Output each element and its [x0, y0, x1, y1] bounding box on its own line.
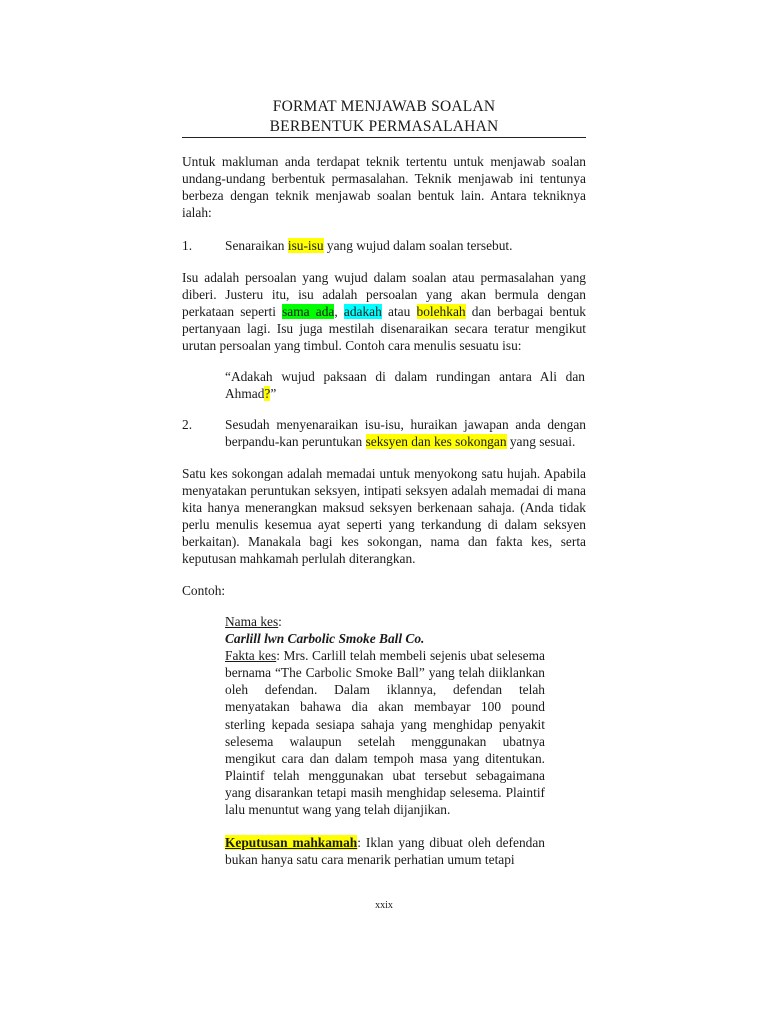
step-2-text: Sesudah menyenaraikan isu-isu, huraikan jawapan anda dengan berpandu-kan peruntukan seksyen dan kes sokongan yang sesuai. — [225, 417, 586, 450]
title-line-1: FORMAT MENJAWAB SOALAN — [272, 98, 496, 115]
title-line-2: BERBENTUK PERMASALAHAN — [269, 118, 499, 135]
document-title — [182, 97, 586, 137]
keputusan-mahkamah: Keputusan mahkamah: Iklan yang dibuat oleh defendan bukan hanya satu cara menarik perhatian umum tetapi — [225, 835, 545, 868]
case-name: Carlill lwn Carbolic Smoke Ball Co. — [225, 631, 425, 647]
highlight-question-mark: ? — [264, 386, 271, 402]
step-2-number: 2. — [182, 417, 193, 432]
step-1-text: Senaraikan isu-isu yang wujud dalam soalan tersebut. — [225, 238, 513, 253]
highlight-seksyen-kes: seksyen dan kes sokongan — [365, 434, 507, 450]
fakta-kes-label: Fakta kes — [225, 648, 277, 664]
highlight-isu-isu: isu-isu — [287, 238, 324, 253]
highlight-adakah: adakah — [343, 304, 382, 320]
example-case — [225, 613, 545, 868]
spacer — [225, 818, 545, 834]
highlight-sama-ada: sama ada — [282, 304, 335, 320]
step-1-number: 1. — [182, 238, 193, 253]
intro-paragraph: Untuk makluman anda terdapat teknik tertentu untuk menjawab soalan undang-undang berbentuk permasalahan. Teknik menjawab ini tentunya berbeza dengan teknik menjawab soalan bentuk lain. Antara tekniknya ialah: — [182, 154, 586, 221]
nama-kes-label: Nama kes — [225, 614, 279, 629]
step-1 — [182, 237, 586, 254]
isu-paragraph: Isu adalah persoalan yang wujud dalam soalan atau permasalahan yang diberi. Justeru itu, isu adalah persoalan yang akan bermula dengan perkataan seperti sama ada, adakah atau bolehkah dan berbagai bentuk pertanyaan lagi. Isu juga mestilah disenaraikan secara teratur mengikut urutan persoalan yang timbul. Contoh cara menulis sesuatu isu: — [182, 270, 587, 354]
title-divider — [182, 137, 586, 138]
contoh-label: Contoh: — [182, 583, 226, 598]
keputusan-label: Keputusan mahkamah — [225, 835, 358, 851]
nama-kes-line: Nama kes: — [225, 614, 282, 629]
highlight-bolehkah: bolehkah — [416, 304, 466, 320]
example-quote: “Adakah wujud paksaan di dalam rundingan antara Ali dan Ahmad?” — [225, 369, 585, 402]
kes-sokongan-paragraph: Satu kes sokongan adalah memadai untuk menyokong satu hujah. Apabila menyatakan peruntukan seksyen, intipati seksyen adalah memadai di mana kita hanya menerangkan maksud seksyen berkenaan sahaja. (Anda tidak perlu menulis kesemua ayat seperti yang terkandung di dalam seksyen berkaitan). Manakala bagi kes sokongan, nama dan fakta kes, serta keputusan mahkamah perlulah diterangkan. — [182, 466, 586, 567]
fakta-kes: Fakta kes: Mrs. Carlill telah membeli sejenis ubat selesema bernama “The Carbolic Smoke Ball” yang telah diiklankan oleh defendan. Dalam iklannya, defendan telah menyatakan bahawa dia akan membayar 100 pound sterling kepada sesiapa sahaja yang menghidap penyakit selesema walaupun setelah menggunakan ubatnya mengikut cara dan dalam tempoh masa yang ditentukan. Plaintif telah menggunakan ubat tersebut sebagaimana yang disarankan tetapi masih menghidap selesema. Plaintif lalu menuntut wang yang telah dijanjikan. — [225, 648, 545, 818]
page-number: xxix — [375, 900, 393, 911]
